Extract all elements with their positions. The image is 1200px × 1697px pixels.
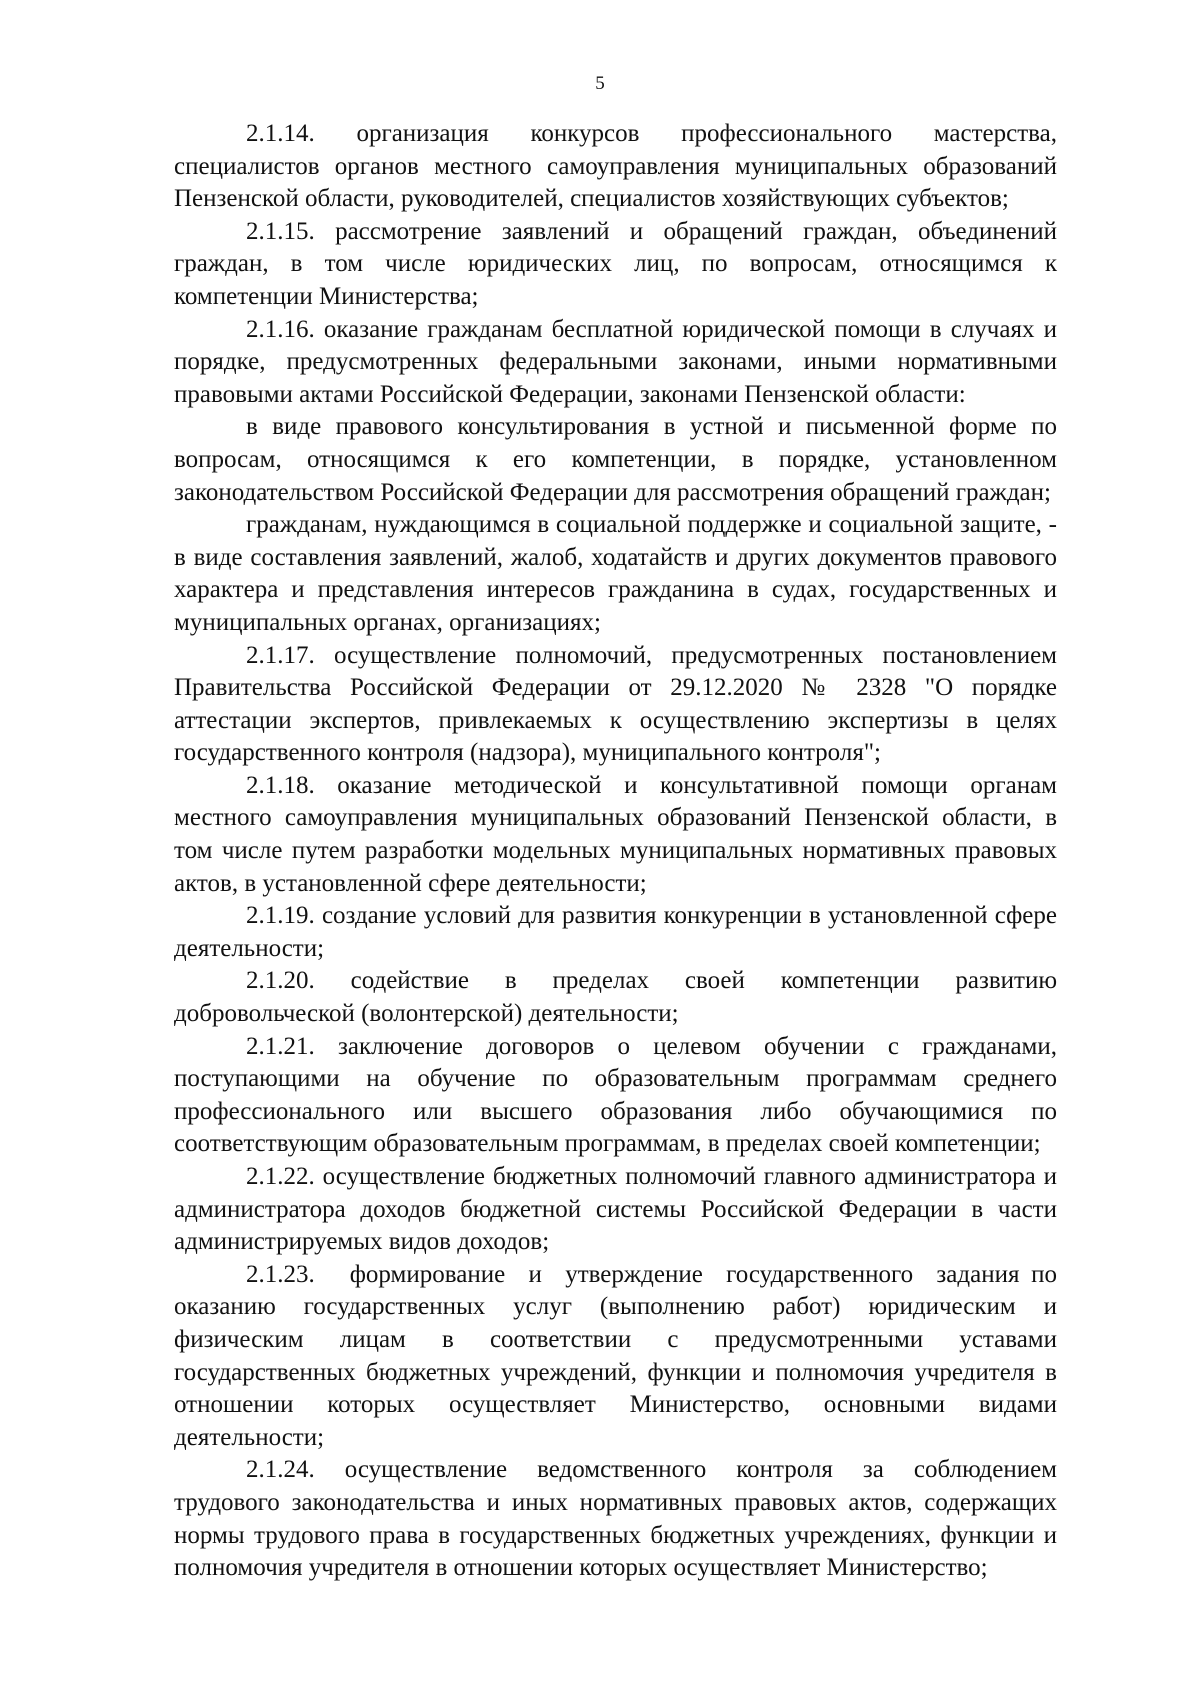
page-number: 5 — [595, 73, 605, 94]
paragraph-2-1-18: 2.1.18. оказание методической и консультативной помощи органам местного самоуправления муниципальных образований Пензенской области, в том числе путем разработки модельных муниципальных нормативных правовых актов, в установленной сфере деятельности; — [174, 771, 1057, 897]
paragraph-2-1-22: 2.1.22. осуществление бюджетных полномочий главного администратора и администратора доходов бюджетной системы Российской Федерации в части администрируемых видов доходов; — [174, 1163, 1057, 1256]
paragraph-2-1-16: 2.1.16. оказание гражданам бесплатной юридической помощи в случаях и порядке, предусмотренных федеральными законами, иными нормативными правовыми актами Российской Федерации, законами Пензенской области: — [174, 315, 1057, 408]
paragraph-2-1-19: 2.1.19. создание условий для развития конкуренции в установленной сфере деятельности; — [174, 902, 1057, 962]
paragraph-legal-consulting: в виде правового консультирования в устной и письменной форме по вопросам, относящимся к его компетенции, в порядке, установленном законодательством Российской Федерации для рассмотрения обращений граждан; — [174, 413, 1057, 506]
paragraph-2-1-20: 2.1.20. содействие в пределах своей компетенции развитию добровольческой (волонтерской) деятельности; — [174, 967, 1057, 1028]
paragraph-2-1-17: 2.1.17. осуществление полномочий, предусмотренных постановлением Правительства Российской Федерации от 29.12.2020 № 2328 "О порядке аттестации экспертов, привлекаемых к осуществлению экспертизы в целях государственного контроля (надзора), муниципального контроля"; — [174, 641, 1057, 767]
paragraph-2-1-21: 2.1.21. заключение договоров о целевом обучении с гражданами, поступающими на обучение по образовательным программам среднего профессионального или высшего образования либо обучающимися по соответствующим образовательным программам, в пределах своей компетенции; — [174, 1032, 1057, 1158]
paragraph-2-1-15: 2.1.15. рассмотрение заявлений и обращений граждан, объединений граждан, в том числе юридических лиц, по вопросам, относящимся к компетенции Министерства; — [174, 217, 1057, 310]
paragraph-2-1-23: 2.1.23. формирование и утверждение государственного задания по оказанию государственных услуг (выполнению работ) юридическим и физическим лицам в соответствии с предусмотренными уставами государственных бюджетных учреждений, функции и полномочия учредителя в отношении которых осуществляет Министерство, основными видами деятельности; — [174, 1260, 1057, 1451]
document-body — [174, 118, 1057, 1585]
paragraph-social-support: гражданам, нуждающимся в социальной поддержке и социальной защите, - в виде составления заявлений, жалоб, ходатайств и других документов правового характера и представления интересов гражданина в судах, государственных и муниципальных органах, организациях; — [174, 511, 1057, 636]
paragraph-2-1-24: 2.1.24. осуществление ведомственного контроля за соблюдением трудового законодательства и иных нормативных правовых актов, содержащих нормы трудового права в государственных бюджетных учреждениях, функции и полномочия учредителя в отношении которых осуществляет Министерство; — [174, 1456, 1057, 1582]
paragraph-2-1-14: 2.1.14. организация конкурсов профессионального мастерства, специалистов органов местного самоуправления муниципальных образований Пензенской области, руководителей, специалистов хозяйствующих субъектов; — [174, 120, 1057, 213]
